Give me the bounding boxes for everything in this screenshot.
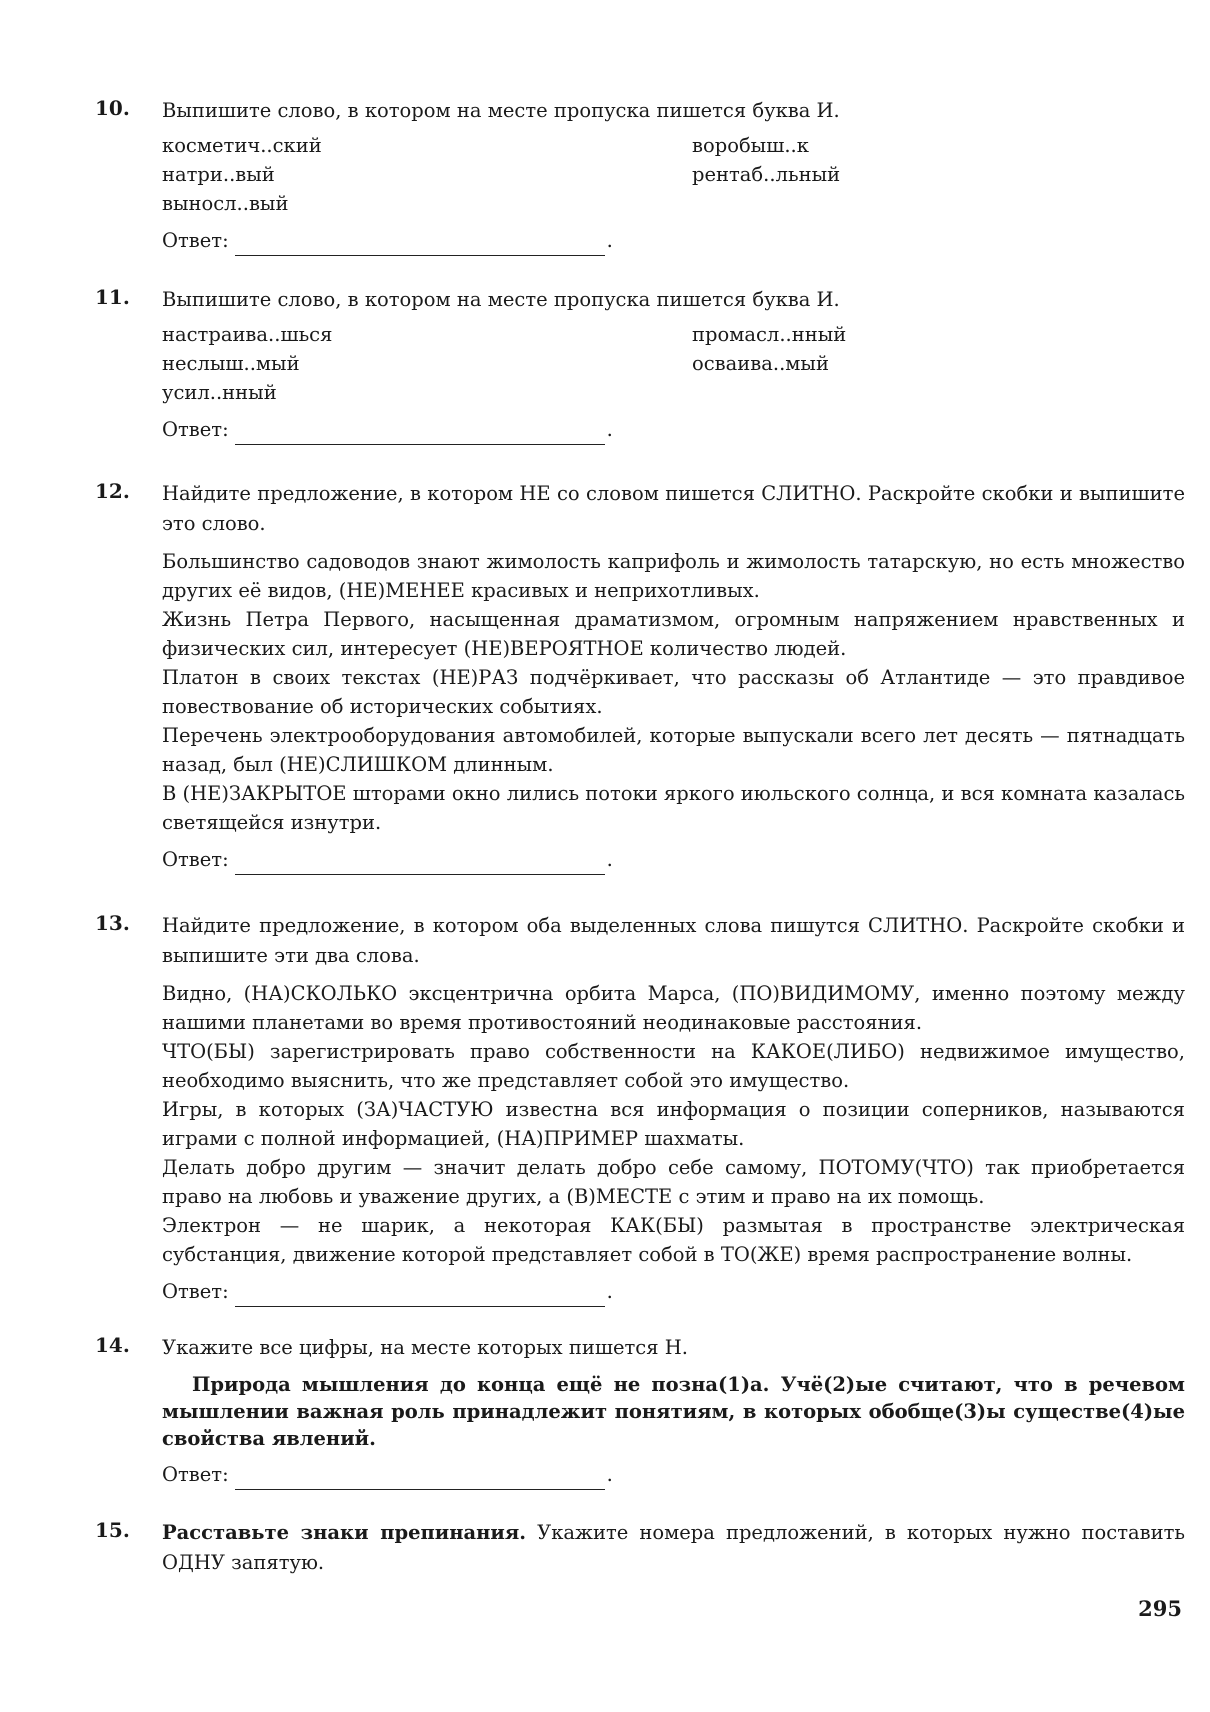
answer-end: .	[606, 229, 613, 252]
word-option: натри..вый	[162, 163, 275, 186]
sentence-option: Большинство садоводов знают жимолость каприфоль и жимолость татарскую, но есть множество других её видов, (НЕ)МЕНЕЕ красивых и неприхотливых.	[162, 550, 1185, 602]
task-number: 11.	[95, 285, 130, 309]
sentence-option: Платон в своих текстах (НЕ)РАЗ подчёркивает, что рассказы об Атлантиде — это правдивое повествование об исторических событиях.	[162, 666, 1185, 718]
answer-label: Ответ:	[162, 1463, 229, 1486]
sentence-option: Делать добро другим — значит делать добро себе самому, ПОТОМУ(ЧТО) так приобретается право на любовь и уважение других, а (В)МЕСТЕ с этим и право на их помощь.	[162, 1156, 1185, 1208]
task-question: Найдите предложение, в котором НЕ со словом пишется СЛИТНО. Раскройте скобки и выпишите это слово.	[162, 482, 1185, 535]
task-question	[162, 1518, 1185, 1578]
page-number: 295	[1138, 1596, 1182, 1621]
answer-end: .	[606, 848, 613, 871]
word-option: рентаб..льный	[692, 163, 841, 186]
task-14	[95, 1333, 1185, 1490]
task-text: Природа мышления до конца ещё не позна(1)а. Учё(2)ые считают, что в речевом мышлении важная роль принадлежит понятиям, в которых обобще(3)ы существе(4)ые свойства явлений.	[162, 1373, 1185, 1450]
answer-label: Ответ:	[162, 418, 229, 441]
word-option: промасл..нный	[692, 323, 847, 346]
answer-field[interactable]	[235, 1284, 605, 1307]
task-number: 14.	[95, 1333, 130, 1357]
sentence-list	[162, 547, 1185, 837]
answer-label: Ответ:	[162, 1280, 229, 1303]
answer-label: Ответ:	[162, 848, 229, 871]
task-question: Выпишите слово, в котором на месте пропуска пишется буква И.	[162, 99, 840, 122]
answer-end: .	[606, 1463, 613, 1486]
answer-field[interactable]	[235, 1467, 605, 1490]
sentence-option: Видно, (НА)СКОЛЬКО эксцентрична орбита Марса, (ПО)ВИДИМОМУ, именно поэтому между нашими планетами во время противостояний неодинаковые расстояния.	[162, 982, 1185, 1034]
sentence-option: Электрон — не шарик, а некоторая КАК(БЫ) размытая в пространстве электрическая субстанция, движение которой представляет собой в ТО(ЖЕ) время распространение волны.	[162, 1214, 1185, 1266]
task-question: Укажите все цифры, на месте которых пишется Н.	[162, 1336, 688, 1359]
task-question: Найдите предложение, в котором оба выделенных слова пишутся СЛИТНО. Раскройте скобки и выпишите эти два слова.	[162, 914, 1185, 967]
word-option: выносл..вый	[162, 192, 289, 215]
word-option: воробыш..к	[692, 134, 809, 157]
task-number: 15.	[95, 1518, 130, 1542]
word-options	[162, 320, 1185, 407]
answer-row	[162, 1277, 1185, 1307]
word-option: настраива..шься	[162, 323, 333, 346]
answer-row	[162, 415, 1185, 445]
word-option: усил..нный	[162, 381, 277, 404]
sentence-option: Перечень электрооборудования автомобилей, которые выпускали всего лет десять — пятнадцать назад, был (НЕ)СЛИШКОМ длинным.	[162, 724, 1185, 776]
task-15	[95, 1518, 1185, 1578]
task-number: 10.	[95, 96, 130, 120]
answer-row	[162, 845, 1185, 875]
task-question-bold: Расставьте знаки препинания.	[162, 1521, 527, 1544]
task-number: 13.	[95, 911, 130, 935]
task-10	[95, 96, 1185, 256]
word-option: осваива..мый	[692, 352, 829, 375]
answer-label: Ответ:	[162, 229, 229, 252]
task-13	[95, 911, 1185, 1307]
word-option: неслыш..мый	[162, 352, 300, 375]
task-question-rest: Укажите номера предложений, в которых нужно поставить ОДНУ запятую.	[162, 1521, 1185, 1574]
sentence-option: В (НЕ)ЗАКРЫТОЕ шторами окно лились потоки яркого июльского солнца, и вся комната казалась светящейся изнутри.	[162, 782, 1185, 834]
answer-row	[162, 226, 1185, 256]
sentence-list	[162, 979, 1185, 1269]
sentence-option: Жизнь Петра Первого, насыщенная драматизмом, огромным напряжением нравственных и физических сил, интересует (НЕ)ВЕРОЯТНОЕ количество людей.	[162, 608, 1185, 660]
sentence-option: ЧТО(БЫ) зарегистрировать право собственности на КАКОЕ(ЛИБО) недвижимое имущество, необходимо выяснить, что же представляет собой это имущество.	[162, 1040, 1185, 1092]
task-11	[95, 285, 1185, 445]
answer-end: .	[606, 418, 613, 441]
answer-field[interactable]	[235, 852, 605, 875]
task-12	[95, 479, 1185, 875]
word-option: косметич..ский	[162, 134, 322, 157]
answer-field[interactable]	[235, 233, 605, 256]
word-options	[162, 131, 1185, 218]
task-number: 12.	[95, 479, 130, 503]
task-question: Выпишите слово, в котором на месте пропуска пишется буква И.	[162, 288, 840, 311]
answer-row	[162, 1460, 1185, 1490]
sentence-option: Игры, в которых (ЗА)ЧАСТУЮ известна вся информация о позиции соперников, называются играми с полной информацией, (НА)ПРИМЕР шахматы.	[162, 1098, 1185, 1150]
answer-end: .	[606, 1280, 613, 1303]
answer-field[interactable]	[235, 422, 605, 445]
